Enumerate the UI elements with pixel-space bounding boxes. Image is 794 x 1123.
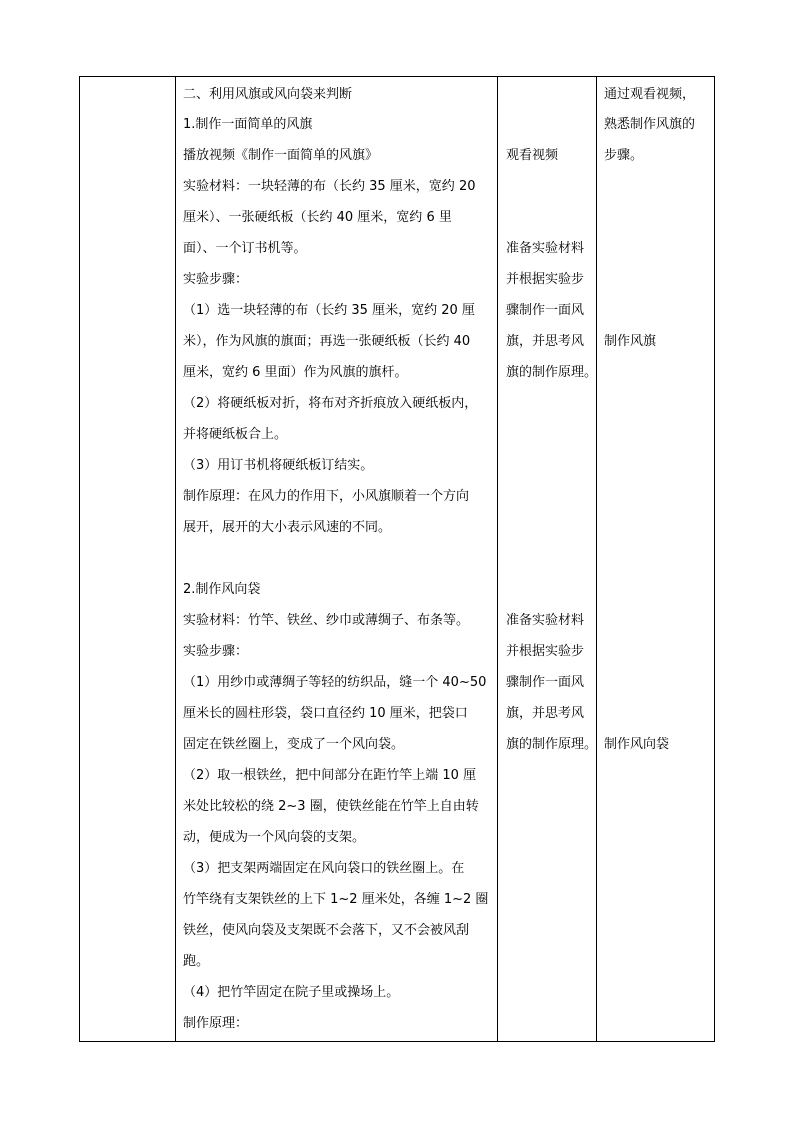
content-line: 实验步骤： — [183, 272, 249, 287]
activity-line: 观看视频 — [506, 148, 559, 163]
content-line: 制作原理： — [183, 1016, 249, 1031]
content-line: （4）把竹竿固定在院子里或操场上。 — [183, 985, 400, 1000]
intent-line: 制作风旗 — [604, 334, 657, 349]
content-line: （3）把支架两端固定在风向袋口的铁丝圈上。在 — [183, 861, 465, 876]
content-line: （2）将硬纸板对折，将布对齐折痕放入硬纸板内， — [183, 396, 478, 411]
activity-line: 旗的制作原理。 — [506, 365, 598, 380]
content-line: 米处比较松的绕 2~3 圈，使铁丝能在竹竿上自由转 — [183, 799, 479, 814]
column-divider — [175, 77, 176, 1041]
activity-line: 骤制作一面风 — [506, 303, 585, 318]
activity-line: 旗的制作原理。 — [506, 737, 598, 752]
activity-line: 旗，并思考风 — [506, 706, 585, 721]
activity-line: 旗，并思考风 — [506, 334, 585, 349]
activity-line: 骤制作一面风 — [506, 675, 585, 690]
content-line: 实验材料：竹竿、铁丝、纱巾或薄绸子、布条等。 — [183, 613, 470, 628]
content-line: 播放视频《制作一面简单的风旗》 — [183, 148, 379, 163]
content-line: （1）选一块轻薄的布（长约 35 厘米，宽约 20 厘 — [183, 303, 475, 318]
content-line: 面）、一个订书机等。 — [183, 241, 307, 256]
intent-line: 制作风向袋 — [604, 737, 670, 752]
activity-line: 并根据实验步 — [506, 272, 585, 287]
activity-line: 准备实验材料 — [506, 613, 585, 628]
content-line: 固定在铁丝圈上，变成了一个风向袋。 — [183, 737, 405, 752]
content-line: 米），作为风旗的旗面；再选一张硬纸板（长约 40 — [183, 334, 471, 349]
content-line: 厘米）、一张硬纸板（长约 40 厘米，宽约 6 里 — [183, 210, 452, 225]
content-line: 并将硬纸板合上。 — [183, 427, 288, 442]
content-line: 展开，展开的大小表示风速的不同。 — [183, 520, 392, 535]
content-line: 动，便成为一个风向袋的支架。 — [183, 830, 366, 845]
content-line: 竹竿绕有支架铁丝的上下 1~2 厘米处，各缠 1~2 圈 — [183, 892, 489, 907]
content-line: （3）用订书机将硬纸板订结实。 — [183, 458, 374, 473]
intent-line: 通过观看视频， — [604, 87, 696, 102]
content-line: （1）用纱巾或薄绸子等轻的纺织品，缝一个 40~50 — [183, 675, 487, 690]
content-line: （2）取一根铁丝，把中间部分在距竹竿上端 10 厘 — [183, 768, 477, 783]
content-line: 铁丝，使风向袋及支架既不会落下，又不会被风刮 — [183, 923, 470, 938]
subheading-windsock: 2.制作风向袋 — [183, 582, 261, 597]
column-divider — [497, 77, 498, 1041]
column-divider — [596, 77, 597, 1041]
content-line: 实验材料：一块轻薄的布（长约 35 厘米，宽约 20 — [183, 179, 476, 194]
activity-line: 准备实验材料 — [506, 241, 585, 256]
lesson-table — [79, 76, 715, 1042]
content-line: 实验步骤： — [183, 644, 249, 659]
subheading-flag: 1.制作一面简单的风旗 — [183, 117, 313, 132]
content-line: 制作原理：在风力的作用下，小风旗顺着一个方向 — [183, 489, 470, 504]
content-line: 厘米，宽约 6 里面）作为风旗的旗杆。 — [183, 365, 408, 380]
section-heading: 二、利用风旗或风向袋来判断 — [183, 87, 353, 102]
activity-line: 并根据实验步 — [506, 644, 585, 659]
content-line: 厘米长的圆柱形袋，袋口直径约 10 厘米，把袋口 — [183, 706, 468, 721]
content-line: 跑。 — [183, 954, 210, 969]
intent-line: 步骤。 — [604, 148, 644, 163]
intent-line: 熟悉制作风旗的 — [604, 117, 696, 132]
